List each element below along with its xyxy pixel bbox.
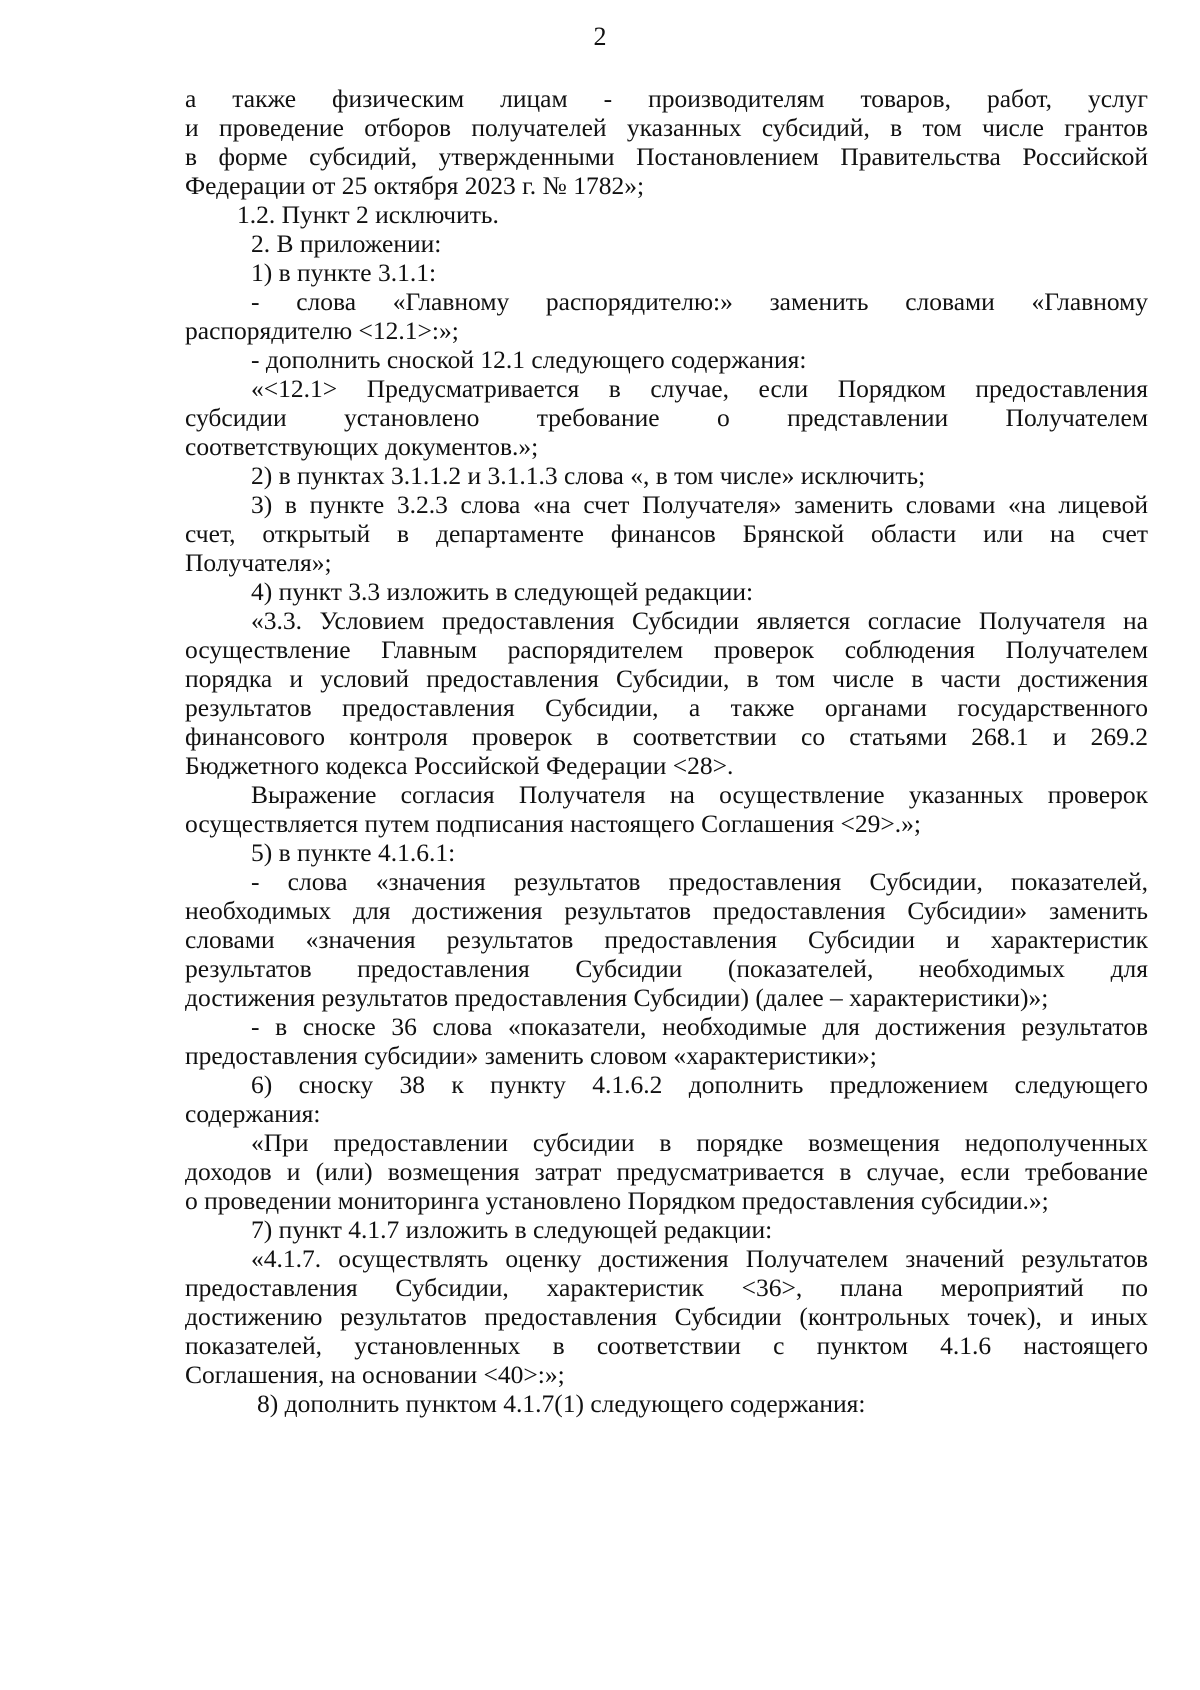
text-line: 4) пункт 3.3 изложить в следующей редакции:: [251, 577, 754, 606]
text-line: и проведение отборов получателей указанных субсидий, в том числе грантов: [185, 113, 1148, 142]
text-line: в форме субсидий, утвержденными Постановлением Правительства Российской: [185, 142, 1148, 171]
text-line: 2) в пунктах 3.1.1.2 и 3.1.1.3 слова «, в том числе» исключить;: [251, 461, 926, 490]
text-line: доходов и (или) возмещения затрат предусматривается в случае, если требование: [185, 1157, 1148, 1186]
text-line: о проведении мониторинга установлено Порядком предоставления субсидии.»;: [185, 1186, 1049, 1215]
text-line: показателей, установленных в соответствии с пунктом 4.1.6 настоящего: [185, 1331, 1148, 1360]
text-line: достижения результатов предоставления Субсидии) (далее – характеристики)»;: [185, 983, 1049, 1012]
text-line: 7) пункт 4.1.7 изложить в следующей редакции:: [251, 1215, 773, 1244]
text-line: 5) в пункте 4.1.6.1:: [251, 838, 456, 867]
text-line: - в сноске 36 слова «показатели, необходимые для достижения результатов: [251, 1012, 1148, 1041]
text-line: - слова «значения результатов предоставления Субсидии, показателей,: [251, 867, 1148, 896]
text-line: содержания:: [185, 1099, 321, 1128]
text-line: словами «значения результатов предоставления Субсидии и характеристик: [185, 925, 1148, 954]
text-line: порядка и условий предоставления Субсидии, в том числе в части достижения: [185, 664, 1148, 693]
page-number: 2: [593, 22, 607, 51]
text-line: - слова «Главному распорядителю:» заменить словами «Главному: [251, 287, 1148, 316]
text-line: «При предоставлении субсидии в порядке возмещения недополученных: [251, 1128, 1148, 1157]
text-line: необходимых для достижения результатов предоставления Субсидии» заменить: [185, 896, 1148, 925]
text-line: 1) в пункте 3.1.1:: [251, 258, 437, 287]
text-line: 3) в пункте 3.2.3 слова «на счет Получателя» заменить словами «на лицевой: [251, 490, 1148, 519]
text-line: осуществление Главным распорядителем проверок соблюдения Получателем: [185, 635, 1148, 664]
text-line: «4.1.7. осуществлять оценку достижения Получателем значений результатов: [251, 1244, 1148, 1273]
text-line: - дополнить сноской 12.1 следующего содержания:: [251, 345, 807, 374]
text-line: 2. В приложении:: [251, 229, 442, 258]
text-line: 6) сноску 38 к пункту 4.1.6.2 дополнить предложением следующего: [251, 1070, 1148, 1099]
document-body: [185, 84, 1148, 1418]
text-line: «<12.1> Предусматривается в случае, если Порядком предоставления: [251, 374, 1148, 403]
text-line: финансового контроля проверок в соответствии со статьями 268.1 и 269.2: [185, 722, 1148, 751]
text-line: субсидии установлено требование о представлении Получателем: [185, 403, 1148, 432]
text-line: «3.3. Условием предоставления Субсидии является согласие Получателя на: [251, 606, 1148, 635]
text-line: 1.2. Пункт 2 исключить.: [237, 200, 499, 229]
text-line: достижению результатов предоставления Субсидии (контрольных точек), и иных: [185, 1302, 1148, 1331]
text-line: соответствующих документов.»;: [185, 432, 539, 461]
text-line: предоставления субсидии» заменить словом «характеристики»;: [185, 1041, 877, 1070]
text-line: осуществляется путем подписания настоящего Соглашения <29>.»;: [185, 809, 921, 838]
text-line: Бюджетного кодекса Российской Федерации <28>.: [185, 751, 734, 780]
text-line: счет, открытый в департаменте финансов Брянской области или на счет: [185, 519, 1148, 548]
text-line: а также физическим лицам - производителям товаров, работ, услуг: [185, 84, 1148, 113]
text-line: результатов предоставления Субсидии, а также органами государственного: [185, 693, 1148, 722]
text-line: Федерации от 25 октября 2023 г. № 1782»;: [185, 171, 645, 200]
text-line: Получателя»;: [185, 548, 332, 577]
text-line: Соглашения, на основании <40>:»;: [185, 1360, 565, 1389]
text-line: распорядителю <12.1>:»;: [185, 316, 459, 345]
text-line: 8) дополнить пунктом 4.1.7(1) следующего содержания:: [257, 1389, 866, 1418]
text-line: Выражение согласия Получателя на осуществление указанных проверок: [251, 780, 1148, 809]
text-line: результатов предоставления Субсидии (показателей, необходимых для: [185, 954, 1148, 983]
text-line: предоставления Субсидии, характеристик <36>, плана мероприятий по: [185, 1273, 1148, 1302]
